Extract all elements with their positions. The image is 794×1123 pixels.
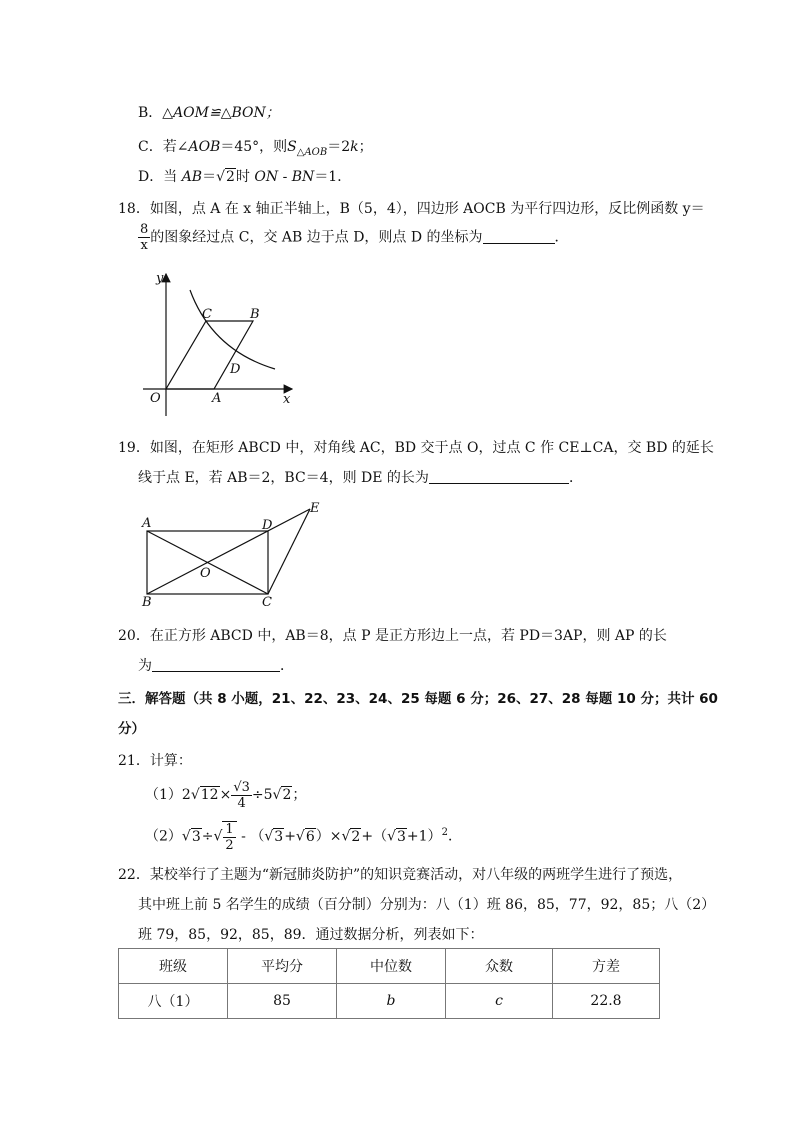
option-text: 当 <box>163 169 182 185</box>
table-cell: 八（1） <box>119 984 228 1019</box>
radicand: 2 <box>351 828 361 845</box>
option-text: ＝1． <box>314 169 352 185</box>
option-text: △AOM≌△BON； <box>162 105 280 121</box>
punctuation: ； <box>292 787 307 803</box>
question-text: 如图，在矩形 ABCD 中，对角线 AC，BD 交于点 O，过点 C 作 CE⊥CA，交 BD 的延长 <box>149 440 714 456</box>
operator: ÷ <box>201 828 214 845</box>
option-text: 时 <box>235 169 255 185</box>
option-text: - <box>278 169 292 185</box>
label-c: C <box>262 595 272 610</box>
label-c: C <box>202 307 212 322</box>
table-cell: b <box>337 984 446 1019</box>
fraction-denominator: x <box>140 238 148 253</box>
table-header: 方差 <box>553 949 660 984</box>
q22-line1 <box>118 864 682 884</box>
label-d: D <box>230 362 241 377</box>
q21-part1: （1）2√12× $\frac{√3}{4}$ ÷5√2； <box>145 779 307 811</box>
question-text: 计算： <box>149 753 192 769</box>
fraction-denominator: 2 <box>225 837 234 853</box>
answer-blank[interactable] <box>429 469 569 484</box>
option-text: ＝45°，则 <box>220 139 288 155</box>
question-number: 18． <box>118 201 150 217</box>
option-text: 若∠ <box>162 139 189 155</box>
radicand: 2 <box>282 787 292 803</box>
label-b: B <box>142 595 152 610</box>
sqrt-fraction-half <box>222 821 236 853</box>
fraction-8-over-x <box>138 222 150 253</box>
option-b <box>138 102 280 122</box>
option-c <box>138 136 373 158</box>
question-text: ． <box>554 229 569 246</box>
radicand: 2 <box>226 169 235 185</box>
option-text: ＝2 <box>327 139 351 155</box>
operator: - （ <box>236 828 265 845</box>
section-heading: 三．解答题（共 8 小题，21、22、23、24、25 每题 6 分；26、27、28 每题 10 分；共计 60 <box>118 691 718 707</box>
coefficient: 2 <box>181 787 191 803</box>
table-header: 平均分 <box>228 949 337 984</box>
table-header: 中位数 <box>337 949 446 984</box>
question-text: 的图象经过点 C，交 AB 边于点 D，则点 D 的坐标为 <box>150 229 483 246</box>
fraction-numerator: 8 <box>140 222 149 237</box>
table-cell: 85 <box>228 984 337 1019</box>
table-row <box>119 984 660 1019</box>
q21-part2: （2）√3÷√ $\frac{1}{2}$ - $(√3+√6)\times√2+(√3+1)^2$． <box>145 821 462 853</box>
table-cell: 22.8 <box>553 984 660 1019</box>
option-label: B． <box>138 105 163 121</box>
diagonal-be <box>147 509 310 594</box>
q22-line3: 班 79，85，92，85，89．通过数据分析，列表如下： <box>138 927 484 943</box>
fraction-sqrt3-over-4 <box>231 780 252 811</box>
radicand: 6 <box>305 828 315 845</box>
section-heading-cont: 分） <box>118 721 145 737</box>
segment-ab: AB <box>181 169 203 185</box>
part-label: （2） <box>145 828 182 845</box>
q19-line2 <box>138 467 583 487</box>
operator: × <box>219 787 232 803</box>
answer-blank[interactable] <box>152 657 280 672</box>
option-label: C． <box>138 139 163 155</box>
label-e: E <box>310 501 320 516</box>
radicand: 3 <box>274 828 284 845</box>
label-a: A <box>212 391 222 406</box>
question-text: 某校举行了主题为“新冠肺炎防护”的知识竞赛活动，对八年级的两班学生进行了预选， <box>149 867 683 883</box>
table-header-row <box>119 949 660 984</box>
area-subscript: △AOB <box>296 146 328 158</box>
radicand: 3 <box>397 828 406 845</box>
q22-line2: 其中班上前 5 名学生的成绩（百分制）分别为：八（1）班 86，85，77，92，85；八（2） <box>138 897 716 913</box>
q20-line2 <box>138 655 294 675</box>
area-symbol: S <box>287 139 297 155</box>
label-a: A <box>142 516 152 531</box>
fraction-denominator: 4 <box>237 795 246 811</box>
question-number: 19． <box>118 440 150 456</box>
question-number: 22． <box>118 867 150 883</box>
question-text: 如图，点 A 在 x 轴正半轴上，B（5，4），四边形 AOCB 为平行四边形，反比例函数 y＝ <box>149 201 705 217</box>
radicand: 3 <box>191 828 201 845</box>
segment-ce <box>268 509 310 594</box>
question-text: ． <box>280 658 294 674</box>
operator: ÷5 <box>251 787 273 803</box>
parallelogram-aocb <box>166 321 253 389</box>
label-x: x <box>283 392 291 407</box>
fraction-numerator: 1 <box>225 821 234 837</box>
question-text: 为 <box>138 658 152 674</box>
question-text: ． <box>568 470 583 486</box>
q18-figure <box>138 268 308 418</box>
q18-line1 <box>118 198 705 218</box>
table-cell: c <box>446 984 553 1019</box>
question-text: 在正方形 ABCD 中，AB＝8，点 P 是正方形边上一点，若 PD＝3AP，则 AP 的长 <box>149 628 667 644</box>
label-y: y <box>156 271 164 286</box>
option-d: D．当 AB＝√2时 ON - BN＝1． <box>138 169 352 185</box>
option-text: ； <box>358 139 373 155</box>
q21-title <box>118 750 192 770</box>
segment-bn: BN <box>291 169 315 185</box>
operator: +1） <box>406 828 442 845</box>
punctuation: ． <box>447 828 462 845</box>
part-label: （1） <box>145 787 182 803</box>
q18-line2 <box>138 222 569 253</box>
fraction-numerator: √3 <box>233 779 250 795</box>
operator: +（ <box>361 828 388 845</box>
radicand: 12 <box>200 787 219 803</box>
exponent: 2 <box>441 827 448 838</box>
option-text: ＝ <box>202 169 217 185</box>
question-number: 20． <box>118 628 150 644</box>
table-header: 众数 <box>446 949 553 984</box>
operator: ）× <box>315 828 342 845</box>
q19-line1 <box>118 437 714 457</box>
question-text: 线于点 E，若 AB＝2，BC＝4，则 DE 的长为 <box>138 470 429 486</box>
angle-name: AOB <box>188 139 221 155</box>
table-header: 班级 <box>119 949 228 984</box>
answer-blank[interactable] <box>483 229 555 244</box>
question-number: 21． <box>118 753 150 769</box>
q20-line1 <box>118 625 667 645</box>
label-d: D <box>262 518 273 533</box>
score-table <box>118 948 660 1019</box>
q19-figure <box>138 498 338 610</box>
label-o: O <box>200 566 211 581</box>
label-b: B <box>250 307 260 322</box>
k-symbol: k <box>350 139 359 155</box>
operator: + <box>284 828 296 845</box>
option-label: D． <box>138 169 164 185</box>
segment-on: ON <box>254 169 279 185</box>
label-o: O <box>150 391 161 406</box>
